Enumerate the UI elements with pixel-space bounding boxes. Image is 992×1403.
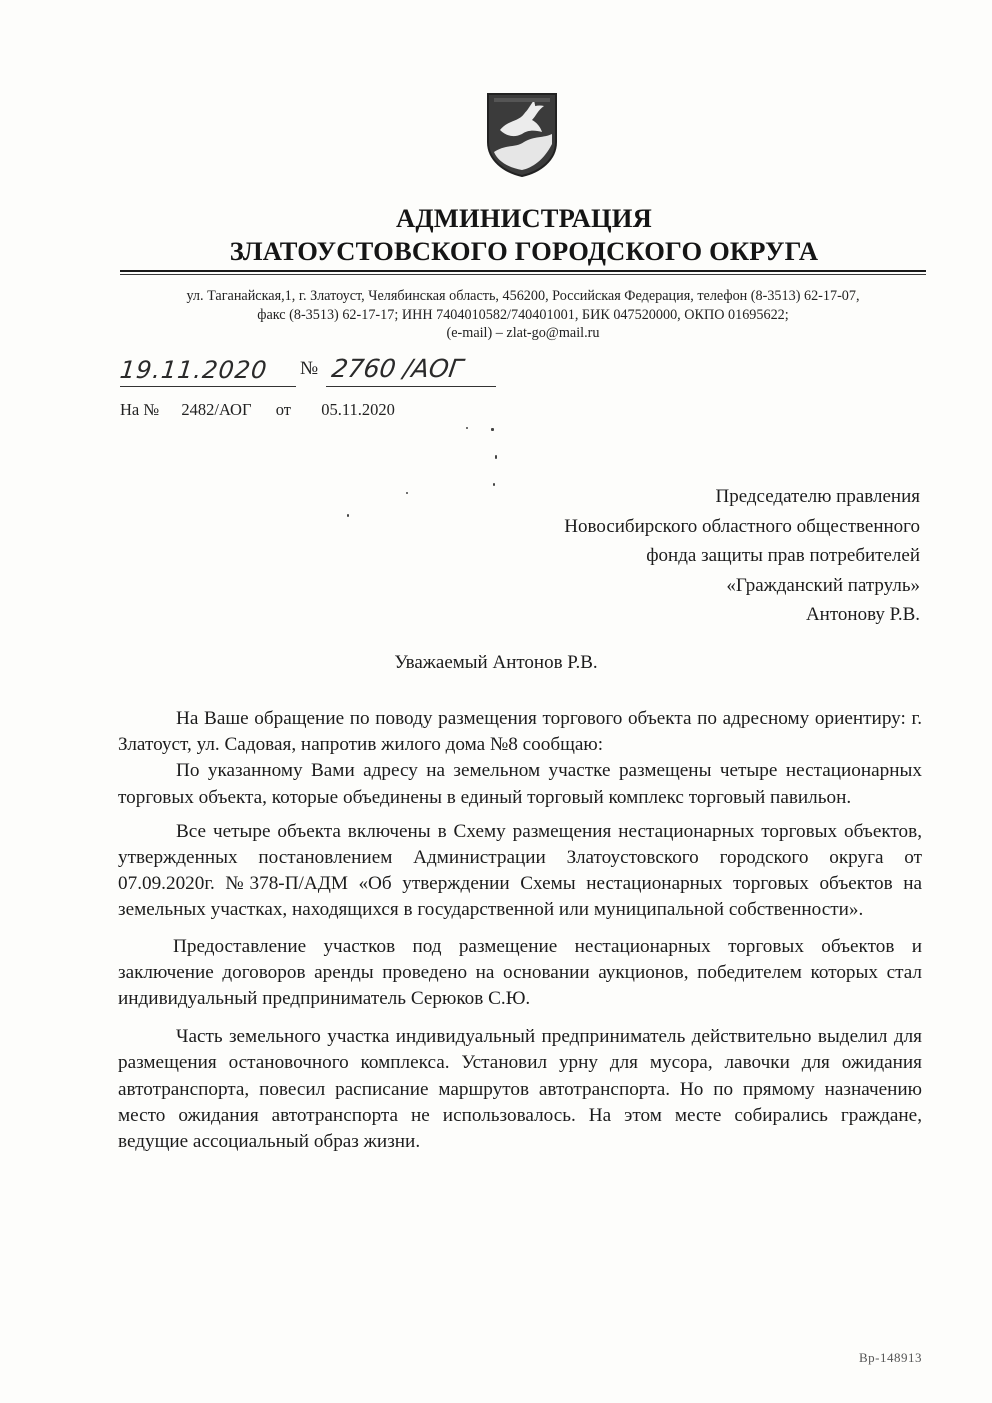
organization-name-line1: АДМИНИСТРАЦИЯ (396, 203, 652, 233)
scan-speck (491, 428, 494, 431)
contact-address-line: ул. Таганайская,1, г. Златоуст, Челябинская область, 456200, Российская Федерация, телефон (8-3513) 62-17-07, (186, 288, 860, 304)
city-coat-of-arms-icon (484, 90, 560, 178)
salutation: Уважаемый Антонов Р.В. (394, 652, 598, 673)
registration-line (120, 356, 540, 390)
addressee-line5: Антонову Р.В. (805, 604, 920, 625)
outgoing-number: 2760 /АОГ (329, 354, 465, 383)
body-paragraph-3: Все четыре объекта включены в Схему размещения нестационарных торговых объектов, утвержденных постановлением Администрации Златоустовского городского округа от 07.09.2020г. №378-П/АДМ «Об утверждении Схемы нестационарных торговых объектов на земельных участках, находящихся в государственной или муниципальной собственности». (118, 820, 922, 921)
reference-from: от (275, 400, 291, 419)
scan-speck (406, 492, 408, 494)
body-paragraph-5: Часть земельного участка индивидуальный предприниматель действительно выделил для размещения остановочного комплекса. Установил урну для мусора, лавочки для ожидания автотранспорта, повесил расписание маршрутов автотранспорта. Но по прямому назначению место ожидания автотранспорта не использовалось. На этом месте собирались граждане, ведущие ассоциальный образ жизни. (118, 1026, 922, 1153)
reference-line (120, 400, 395, 420)
body-paragraph-2: По указанному Вами адресу на земельном участке размещены четыре нестационарных торговых объекта, которые объединены в единый торговый комплекс торговый павильон. (118, 760, 922, 808)
header-rule (120, 270, 926, 272)
scan-speck (495, 455, 497, 459)
outgoing-date: 19.11.2020 (118, 356, 269, 384)
organization-contacts (110, 287, 936, 343)
body-paragraph-1: На Ваше обращение по поводу размещения торгового объекта по адресному ориентиру: г. Златоуст, ул. Садовая, напротив жилого дома №8 сообщаю: (118, 708, 922, 756)
outgoing-number-underline (326, 386, 496, 387)
addressee-line3: фонда защиты прав потребителей (646, 545, 920, 566)
addressee-line4: «Гражданский патруль» (726, 574, 920, 596)
reference-date: 05.11.2020 (321, 400, 395, 419)
contact-requisites-line: факс (8-3513) 62-17-17; ИНН 7404010582/740401001, БИК 047520000, ОКПО 01695622; (257, 306, 789, 323)
body-paragraph-4: Предоставление участков под размещение нестационарных торговых объектов и заключение договоров аренды проведено на основании аукционов, победителем которых стал индивидуальный предприниматель Серюков С.Ю. (118, 935, 922, 1010)
contact-email-line: (e-mail) – zlat-go@mail.ru (446, 325, 600, 341)
document-serial-code: Вр-148913 (859, 1350, 922, 1365)
reference-prefix: На № (120, 400, 160, 419)
addressee-line1: Председателю правления (715, 486, 920, 507)
letter-body (118, 706, 922, 1155)
reference-number: 2482/АОГ (181, 400, 252, 419)
addressee-block (564, 482, 920, 630)
organization-name-line2: ЗЛАТОУСТОВСКОГО ГОРОДСКОГО ОКРУГА (229, 236, 819, 266)
outgoing-date-underline (120, 386, 296, 387)
scan-speck (347, 514, 349, 517)
scan-speck (466, 427, 468, 429)
addressee-line2: Новосибирского областного общественного (564, 515, 920, 537)
number-sign: № (300, 358, 319, 379)
organization-name (120, 202, 928, 268)
header-rule-thin (120, 274, 926, 275)
scan-speck (493, 483, 495, 486)
